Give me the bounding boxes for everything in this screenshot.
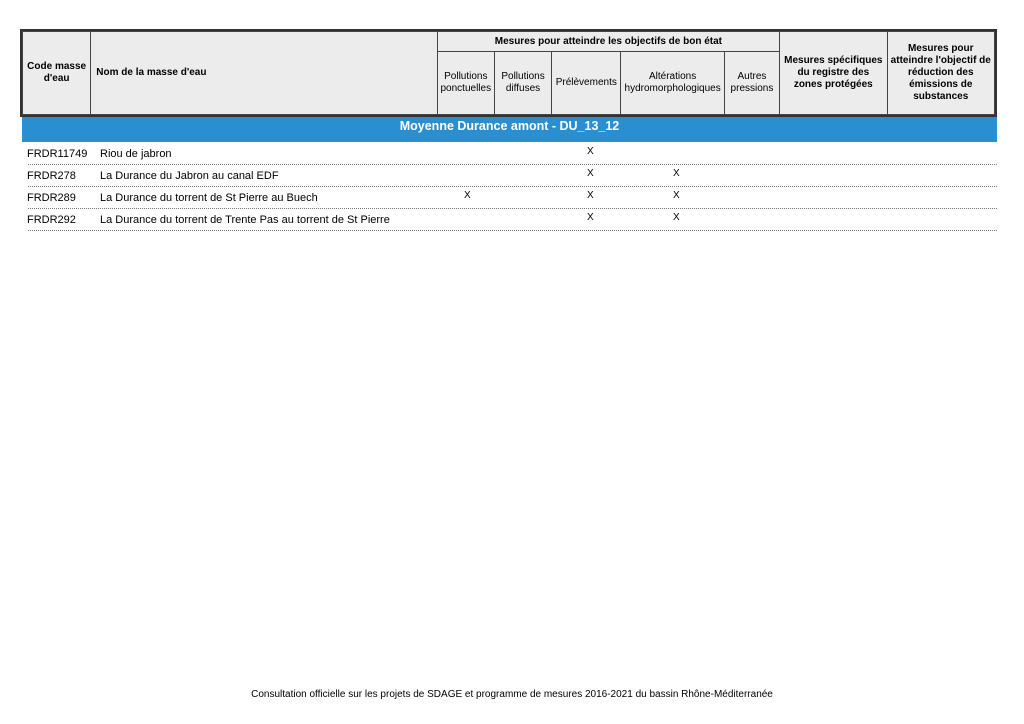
- header-reduction: Mesures pour atteindre l'objectif de réduction des émissions de substances: [887, 32, 994, 115]
- row-ponct: X: [464, 190, 471, 201]
- table-row: [28, 143, 997, 165]
- header-prelevements: Prélèvements: [552, 52, 621, 115]
- header-name: Nom de la masse d'eau: [91, 32, 437, 115]
- row-code: FRDR289: [27, 192, 76, 204]
- header-alterations: Altérations hydromorphologiques: [621, 52, 724, 115]
- table-row: [28, 187, 997, 209]
- row-name: La Durance du torrent de St Pierre au Buech: [100, 192, 318, 204]
- row-prel: X: [587, 212, 594, 223]
- page-footer: Consultation officielle sur les projets de SDAGE et programme de mesures 2016-2021 du bassin Rhône-Méditerranée: [251, 689, 773, 700]
- row-name: La Durance du Jabron au canal EDF: [100, 170, 279, 182]
- table-row: [28, 209, 997, 231]
- row-name: La Durance du torrent de Trente Pas au torrent de St Pierre: [100, 214, 390, 226]
- table-header: [22, 31, 995, 115]
- header-registre: Mesures spécifiques du registre des zones protégées: [780, 32, 887, 115]
- row-code: FRDR292: [27, 214, 76, 226]
- section-title: Moyenne Durance amont - DU_13_12: [22, 117, 997, 142]
- header-pollutions-diffuses: Pollutions diffuses: [494, 52, 551, 115]
- header-autres-pressions: Autres pressions: [724, 52, 779, 115]
- row-alt: X: [673, 190, 680, 201]
- header-pollutions-ponctuelles: Pollutions ponctuelles: [437, 52, 494, 115]
- header-group-title: Mesures pour atteindre les objectifs de bon état: [437, 32, 779, 52]
- table-body: [22, 143, 997, 231]
- table-row: [28, 165, 997, 187]
- row-alt: X: [673, 168, 680, 179]
- row-prel: X: [587, 168, 594, 179]
- row-code: FRDR11749: [27, 148, 88, 160]
- row-prel: X: [587, 190, 594, 201]
- row-code: FRDR278: [27, 170, 76, 182]
- row-name: Riou de jabron: [100, 148, 172, 160]
- row-prel: X: [587, 146, 594, 157]
- header-code: Code masse d'eau: [23, 32, 91, 115]
- row-alt: X: [673, 212, 680, 223]
